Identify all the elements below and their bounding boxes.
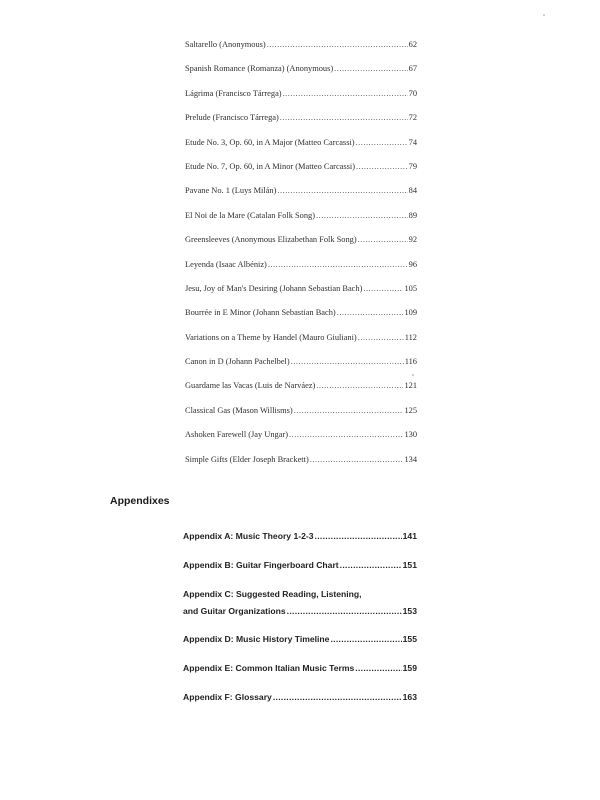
toc-entry-page: 67 <box>408 64 417 74</box>
toc-entry[interactable] <box>185 235 417 259</box>
toc-entry[interactable] <box>185 333 417 357</box>
dot-leader <box>334 64 407 73</box>
toc-entry[interactable] <box>185 455 417 479</box>
appendix-entry-page: 155 <box>402 634 417 645</box>
toc-entry-page: 62 <box>408 40 417 49</box>
appendix-entry-title-line1: Appendix C: Suggested Reading, Listening, <box>183 588 362 599</box>
dot-leader <box>355 663 401 674</box>
appendix-entry-title: Appendix B: Guitar Fingerboard Chart <box>183 559 339 570</box>
toc-entry-title: Classical Gas (Mason Willisms) <box>185 405 293 415</box>
appendix-entry[interactable] <box>183 692 417 703</box>
dot-leader <box>277 186 407 195</box>
toc-entry-title: Lágrima (Francisco Tárrega) <box>185 88 282 98</box>
toc-entry-title: Spanish Romance (Romanza) (Anonymous) <box>185 64 334 74</box>
toc-entry[interactable] <box>185 186 417 210</box>
toc-entry[interactable] <box>185 113 417 137</box>
toc-entry-page: 130 <box>404 430 417 440</box>
dot-leader <box>316 381 403 390</box>
toc-entry[interactable] <box>185 40 417 64</box>
appendix-list <box>183 531 417 721</box>
dot-leader <box>267 40 408 49</box>
toc-entry-page: 89 <box>408 210 417 220</box>
toc-entry-title: Ashoken Farewell (Jay Ungar) <box>185 430 289 440</box>
toc-entry-page: 109 <box>404 308 417 318</box>
toc-entry-title: Simple Gifts (Elder Joseph Brackett) <box>185 454 309 464</box>
toc-entry-title: Variations on a Theme by Handel (Mauro Giuliani) <box>185 332 357 342</box>
dot-leader <box>356 138 408 147</box>
dot-leader <box>316 211 408 220</box>
toc-entry-page: 96 <box>408 259 417 269</box>
toc-entry-page: 116 <box>404 357 417 367</box>
toc-entry-page: 92 <box>408 235 417 245</box>
dot-leader <box>283 89 408 98</box>
toc-entry[interactable] <box>185 138 417 162</box>
toc-entry-title: Pavane No. 1 (Luys Milán) <box>185 186 277 196</box>
toc-entry-page: 134 <box>404 454 417 464</box>
dot-leader <box>363 284 403 293</box>
toc-entry-page: 121 <box>404 381 417 391</box>
toc-entry-page: 112 <box>404 332 417 342</box>
appendix-entry-title: Appendix A: Music Theory 1-2-3 <box>183 531 314 541</box>
toc-entry[interactable] <box>185 211 417 235</box>
toc-entry-page: 74 <box>408 137 417 147</box>
appendix-entry-page: 153 <box>402 605 417 616</box>
appendix-entry[interactable] <box>183 634 417 645</box>
appendix-entry-page: 159 <box>402 663 417 674</box>
dot-leader <box>358 333 404 342</box>
appendix-entry[interactable] <box>183 531 417 542</box>
toc-entry-title: Prelude (Francisco Tárrega) <box>185 113 279 123</box>
toc-entry[interactable] <box>185 89 417 113</box>
appendix-entry-title: Appendix D: Music History Timeline <box>183 634 330 645</box>
toc-entry-page: 84 <box>408 186 417 196</box>
toc-entry[interactable] <box>185 430 417 454</box>
toc-entry-page: 72 <box>408 113 417 123</box>
dot-leader <box>268 260 408 269</box>
scan-speck <box>543 14 545 16</box>
dot-leader <box>330 634 401 645</box>
dot-leader <box>280 113 408 122</box>
toc-entry-title: Jesu, Joy of Man's Desiring (Johann Sebastian Bach) <box>185 283 363 293</box>
toc-entry-title: Saltarello (Anonymous) <box>185 40 266 49</box>
appendix-entry-page: 151 <box>402 559 417 570</box>
toc-entry-title: Greensleeves (Anonymous Elizabethan Folk Song) <box>185 235 357 245</box>
toc-entry-title: Bourrée in E Minor (Johann Sebastian Bach) <box>185 308 336 318</box>
toc-entry-page: 79 <box>408 161 417 171</box>
appendix-entry[interactable] <box>183 663 417 674</box>
dot-leader <box>289 430 403 439</box>
appendix-entry[interactable] <box>183 560 417 571</box>
toc-entry[interactable] <box>185 260 417 284</box>
dot-leader <box>310 455 404 464</box>
appendix-entry-title: Appendix F: Glossary <box>183 691 272 702</box>
dot-leader <box>337 308 404 317</box>
toc-entry-title: Leyenda (Isaac Albéniz) <box>185 259 267 269</box>
dot-leader <box>356 162 408 171</box>
dot-leader <box>294 406 404 415</box>
dot-leader <box>273 692 402 703</box>
appendix-entry-page: 141 <box>402 531 417 541</box>
dot-leader <box>287 606 402 617</box>
toc-entry-title: Etude No. 7, Op. 60, in A Minor (Matteo Carcassi) <box>185 161 356 171</box>
appendix-entry-title: Appendix E: Common Italian Music Terms <box>183 663 355 674</box>
toc-entry[interactable] <box>185 64 417 88</box>
toc-entry[interactable] <box>185 406 417 430</box>
appendix-entry[interactable] <box>183 589 417 617</box>
toc-entry[interactable] <box>185 308 417 332</box>
dot-leader <box>291 357 404 366</box>
toc-entry[interactable] <box>185 284 417 308</box>
appendix-entry-title: and Guitar Organizations <box>183 605 286 616</box>
appendixes-heading: Appendixes <box>110 495 170 507</box>
toc-entry-page: 125 <box>404 405 417 415</box>
dot-leader <box>358 235 408 244</box>
toc-entry-title: Etude No. 3, Op. 60, in A Major (Matteo Carcassi) <box>185 137 355 147</box>
toc-entry[interactable] <box>185 162 417 186</box>
toc-entry[interactable] <box>185 381 417 405</box>
scan-speck <box>412 374 414 376</box>
toc-entry[interactable] <box>185 357 417 381</box>
dot-leader <box>315 531 402 542</box>
toc-entry-page: 105 <box>404 283 417 293</box>
appendix-entry-page: 163 <box>402 691 417 702</box>
dot-leader <box>340 560 402 571</box>
toc-entry-title: Canon in D (Johann Pachelbel) <box>185 357 290 367</box>
toc-entry-page: 70 <box>408 88 417 98</box>
toc-entry-title: Guardame las Vacas (Luis de Narváez) <box>185 381 316 391</box>
toc-entry-title: El Noi de la Mare (Catalan Folk Song) <box>185 210 316 220</box>
toc-list <box>185 40 417 479</box>
